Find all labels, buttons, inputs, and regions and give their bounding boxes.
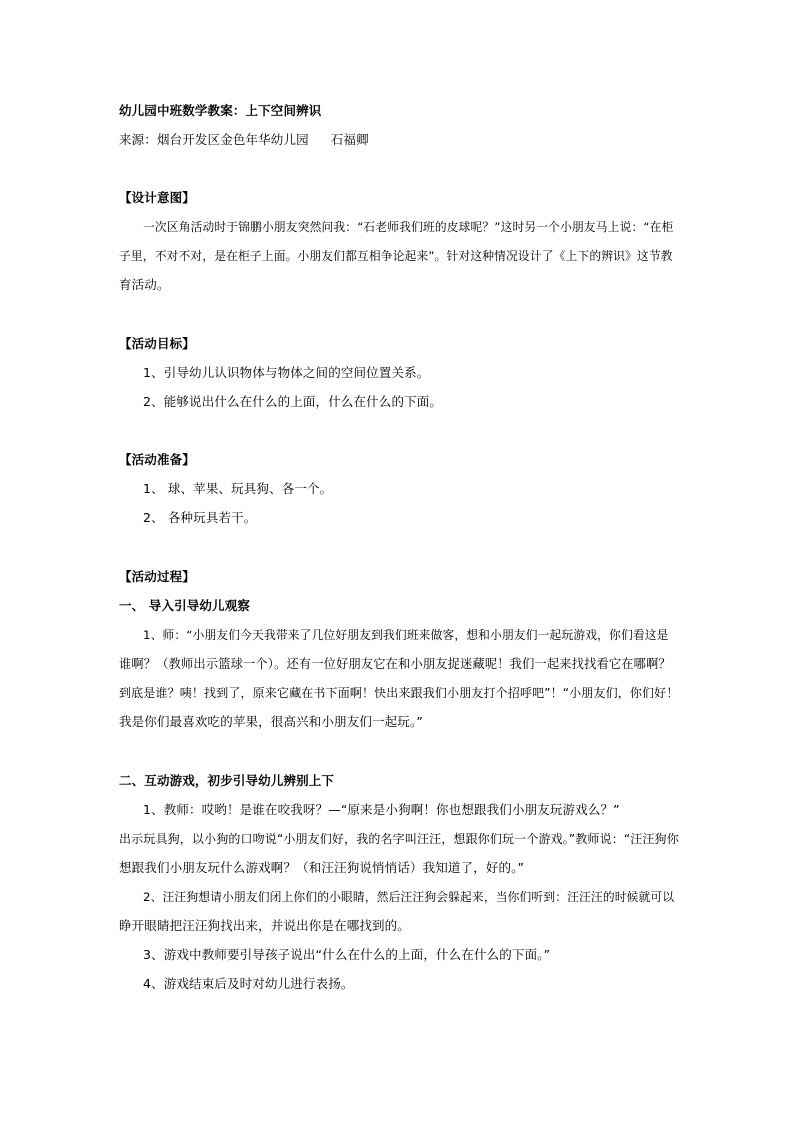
goal-item-2: 2、能够说出什么在什么的上面，什么在什么的下面。: [143, 394, 443, 409]
design-intent-heading: 【设计意图】: [119, 190, 195, 205]
process-part2-line-2: 出示玩具狗，以小狗的口吻说“小朋友们好，我的名字叫汪汪，想跟你们玩一个游戏。”教师说：“汪汪狗你: [119, 832, 679, 846]
goals-heading: 【活动目标】: [119, 336, 195, 351]
source-line: [119, 132, 679, 148]
process-part1-line-3: 到底是谁？咦！找到了，原来它藏在书下面啊！快出来跟我们小朋友打个招呼吧”！“小朋友们，你们好！: [119, 686, 679, 700]
process-heading: 【活动过程】: [119, 569, 195, 584]
process-part2-line-1: 1、教师：哎哟！是谁在咬我呀？—“原来是小狗啊！你也想跟我们小朋友玩游戏么？”: [143, 802, 620, 817]
document-title: 幼儿园中班数学教案：上下空间辨识: [119, 103, 322, 118]
process-part1-line-1: 1、师：“小朋友们今天我带来了几位好朋友到我们班来做客，想和小朋友们一起玩游戏，你们看这是: [143, 628, 669, 642]
process-part2-line-7: 4、游戏结束后及时对幼儿进行表扬。: [143, 976, 354, 991]
process-part2-line-6: 3、游戏中教师要引导孩子说出“什么在什么的上面，什么在什么的下面。”: [143, 947, 551, 962]
preparation-item-1: 1、 球、苹果、玩具狗、各一个。: [143, 481, 333, 496]
design-intent-line-3: 育活动。: [119, 277, 170, 292]
design-intent-line-1: 一次区角活动时于锦鹏小朋友突然问我：“石老师我们班的皮球呢？”这时另一个小朋友马上说：“在柜: [143, 220, 674, 234]
goal-item-1: 1、引导幼儿认识物体与物体之间的空间位置关系。: [143, 365, 430, 380]
process-part1-line-4: 我是你们最喜欢吃的苹果，很高兴和小朋友们一起玩。”: [119, 714, 423, 729]
process-part1-line-2: 谁啊？（教师出示篮球一个）。还有一位好朋友它在和小朋友捉迷藏呢！我们一起来找找看它在哪啊？: [119, 657, 671, 671]
process-part2-line-3: 想跟我们小朋友玩什么游戏啊？（和汪汪狗说悄悄话）我知道了，好的。”: [119, 860, 525, 875]
source-author: 石福卿: [330, 132, 369, 147]
design-intent-line-2: 子里，不对不对，是在柜子上面。小朋友们都互相争论起来”。针对这种情况设计了《上下的辨识》这节教: [119, 249, 673, 263]
source-label: 来源：烟台开发区金色年华幼儿园: [119, 132, 309, 147]
process-part1-heading: 一、 导入引导幼儿观察: [119, 598, 251, 613]
process-part2-line-4: 2、汪汪狗想请小朋友们闭上你们的小眼睛，然后汪汪狗会躲起来，当你们听到：汪汪汪的时候就可以: [143, 890, 675, 904]
preparation-item-2: 2、 各种玩具若干。: [143, 510, 257, 525]
preparation-heading: 【活动准备】: [119, 452, 195, 467]
process-part2-heading: 二、互动游戏，初步引导幼儿辨别上下: [119, 773, 335, 788]
process-part2-line-5: 睁开眼睛把汪汪狗找出来，并说出你是在哪找到的。: [119, 918, 410, 933]
